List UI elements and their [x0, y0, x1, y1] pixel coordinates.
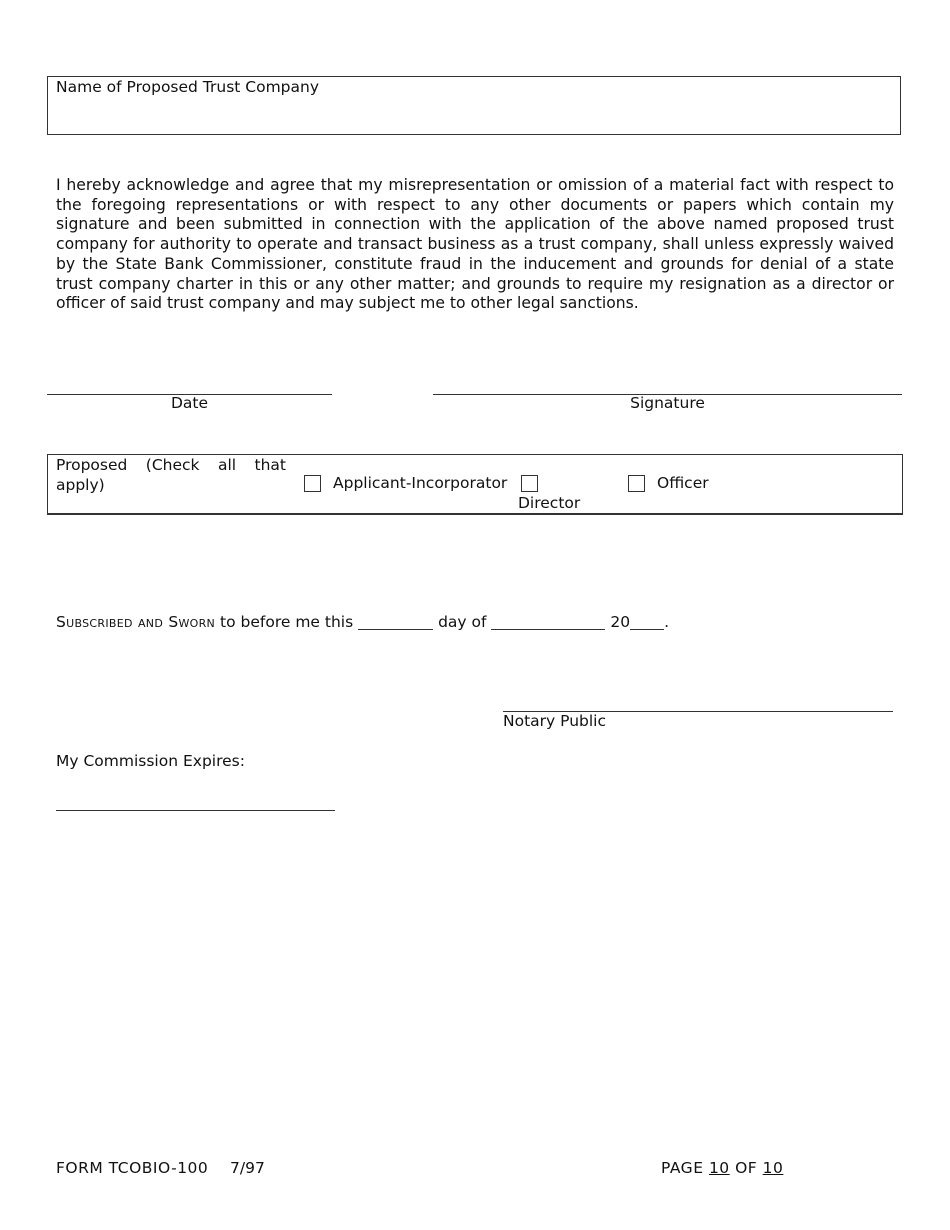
page-number-footer [661, 1159, 783, 1177]
form-id: FORM TCOBIO-100 [56, 1159, 209, 1177]
applicant-incorporator-checkbox[interactable] [304, 475, 321, 492]
year-blank[interactable] [630, 613, 664, 630]
director-checkbox[interactable] [521, 475, 538, 492]
acknowledgement-paragraph: I hereby acknowledge and agree that my misrepresentation or omission of a material fact with respect to the foregoing representations or with respect to any other documents or papers which contain my signature and been submitted in connection with the application of the above named proposed trust company for authority to operate and transact business as a trust company, shall unless expressly waived by the State Bank Commissioner, constitute fraud in the inducement and grounds for denial of a state trust company charter in this or any other matter; and grounds to require my resignation as a director or officer of said trust company and may subject me to other legal sanctions. [56, 176, 894, 313]
to-before-text: to before me this [220, 613, 354, 631]
proposed-role-label [56, 455, 286, 495]
proposed-role-box [47, 454, 903, 515]
page-total: 10 [762, 1159, 784, 1177]
of-word: OF [735, 1159, 758, 1177]
day-blank[interactable] [358, 613, 433, 630]
all-word: all [217, 456, 237, 474]
subscribed-sworn-label: Subscribed and Sworn [56, 613, 216, 631]
form-id-footer [56, 1159, 265, 1177]
commission-expires-line[interactable] [56, 810, 335, 811]
month-blank[interactable] [491, 613, 605, 630]
trust-company-name-box[interactable] [47, 76, 901, 135]
year-prefix: 20 [610, 613, 631, 631]
date-label: Date [170, 394, 209, 412]
director-label: Director [518, 494, 581, 512]
officer-checkbox[interactable] [628, 475, 645, 492]
that-word: that [254, 456, 286, 474]
page-word: PAGE [661, 1159, 704, 1177]
subscribed-sworn-line [56, 613, 669, 631]
page-current: 10 [708, 1159, 730, 1177]
notary-public-label: Notary Public [503, 712, 606, 730]
check-word: (Check [145, 456, 200, 474]
day-of-text: day of [438, 613, 487, 631]
officer-label: Officer [657, 474, 709, 492]
form-date: 7/97 [230, 1159, 265, 1177]
proposed-word: Proposed [56, 456, 128, 474]
applicant-incorporator-label: Applicant-Incorporator [333, 474, 508, 492]
commission-expires-label: My Commission Expires: [56, 752, 245, 770]
apply-word: apply) [56, 476, 105, 494]
signature-label: Signature [630, 394, 705, 412]
period: . [664, 613, 669, 631]
trust-company-name-label: Name of Proposed Trust Company [56, 78, 320, 96]
